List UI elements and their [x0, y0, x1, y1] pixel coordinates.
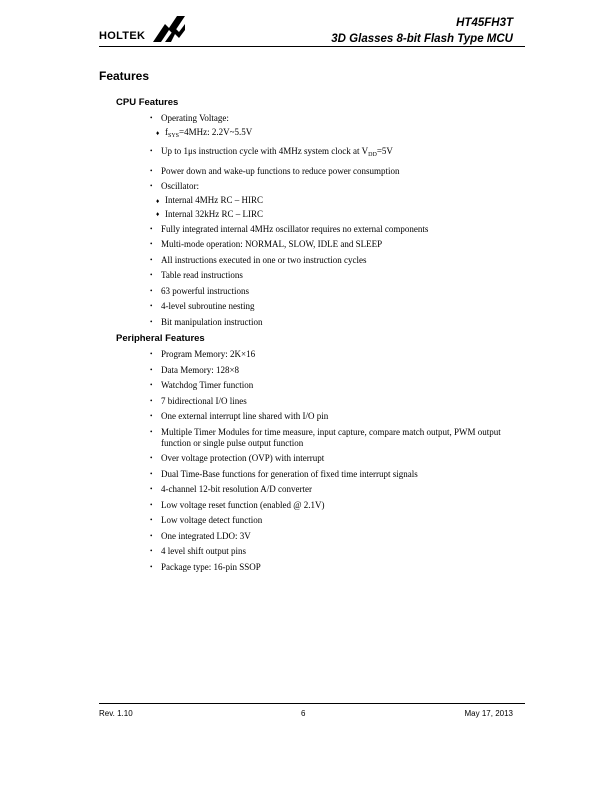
list-item: • 4-channel 12-bit resolution A/D converter	[150, 484, 510, 495]
list-item: • Fully integrated internal 4MHz oscillator requires no external components	[150, 224, 510, 235]
list-item: • Table read instructions	[150, 270, 510, 281]
list-item: • Bit manipulation instruction	[150, 317, 510, 328]
list-item: • Program Memory: 2K×16	[150, 349, 510, 360]
holtek-logo	[99, 14, 189, 44]
list-item: • Dual Time-Base functions for generation of fixed time interrupt signals	[150, 469, 510, 480]
list-item: • 4-level subroutine nesting	[150, 301, 510, 312]
list-item: • 7 bidirectional I/O lines	[150, 396, 510, 407]
part-number: HT45FH3T	[456, 17, 513, 29]
revision-label: Rev. 1.10	[99, 709, 133, 718]
list-subitem: ♦ Internal 32kHz RC – LIRC	[148, 209, 510, 220]
publication-date: May 17, 2013	[464, 709, 513, 718]
footer-divider	[99, 703, 525, 704]
list-item: • Multiple Timer Modules for time measure, input capture, compare match output, PWM output function or single pulse output function	[150, 427, 510, 449]
cpu-features-list	[150, 113, 510, 332]
logo-text: HOLTEK	[99, 30, 146, 42]
list-item: • One external interrupt line shared with I/O pin	[150, 411, 510, 422]
list-item: • Power down and wake-up functions to reduce power consumption	[150, 166, 510, 177]
header-divider	[99, 46, 525, 47]
list-item: • One integrated LDO: 3V	[150, 531, 510, 542]
cpu-features-heading: CPU Features	[116, 97, 179, 108]
page-number: 6	[301, 709, 306, 718]
product-description: 3D Glasses 8-bit Flash Type MCU	[331, 33, 513, 45]
list-item: • Low voltage reset function (enabled @ 2.1V)	[150, 500, 510, 511]
section-title: Features	[99, 69, 150, 83]
list-item: • 63 powerful instructions	[150, 286, 510, 297]
list-item: • Watchdog Timer function	[150, 380, 510, 391]
list-subitem: ♦ $f_{SYS}=4MHz$: 2.2V~5.5V	[148, 127, 510, 142]
list-item: • Package type: 16-pin SSOP	[150, 562, 510, 573]
list-item: • Operating Voltage:	[150, 113, 510, 124]
list-subitem: ♦ Internal 4MHz RC – HIRC	[148, 195, 510, 206]
list-item: • Oscillator:	[150, 181, 510, 192]
list-item: • Data Memory: 128×8	[150, 365, 510, 376]
document-title	[331, 15, 513, 47]
list-item: • Multi-mode operation: NORMAL, SLOW, IDLE and SLEEP	[150, 239, 510, 250]
list-item: • Up to 1μs instruction cycle with 4MHz system clock at $V_{DD}=5V$	[150, 146, 510, 161]
list-item: • Low voltage detect function	[150, 515, 510, 526]
peripheral-features-heading: Peripheral Features	[116, 333, 205, 344]
holtek-logo-mark-icon	[151, 14, 187, 44]
list-item: • 4 level shift output pins	[150, 546, 510, 557]
list-item: • All instructions executed in one or two instruction cycles	[150, 255, 510, 266]
peripheral-features-list	[150, 349, 510, 577]
list-item: • Over voltage protection (OVP) with interrupt	[150, 453, 510, 464]
